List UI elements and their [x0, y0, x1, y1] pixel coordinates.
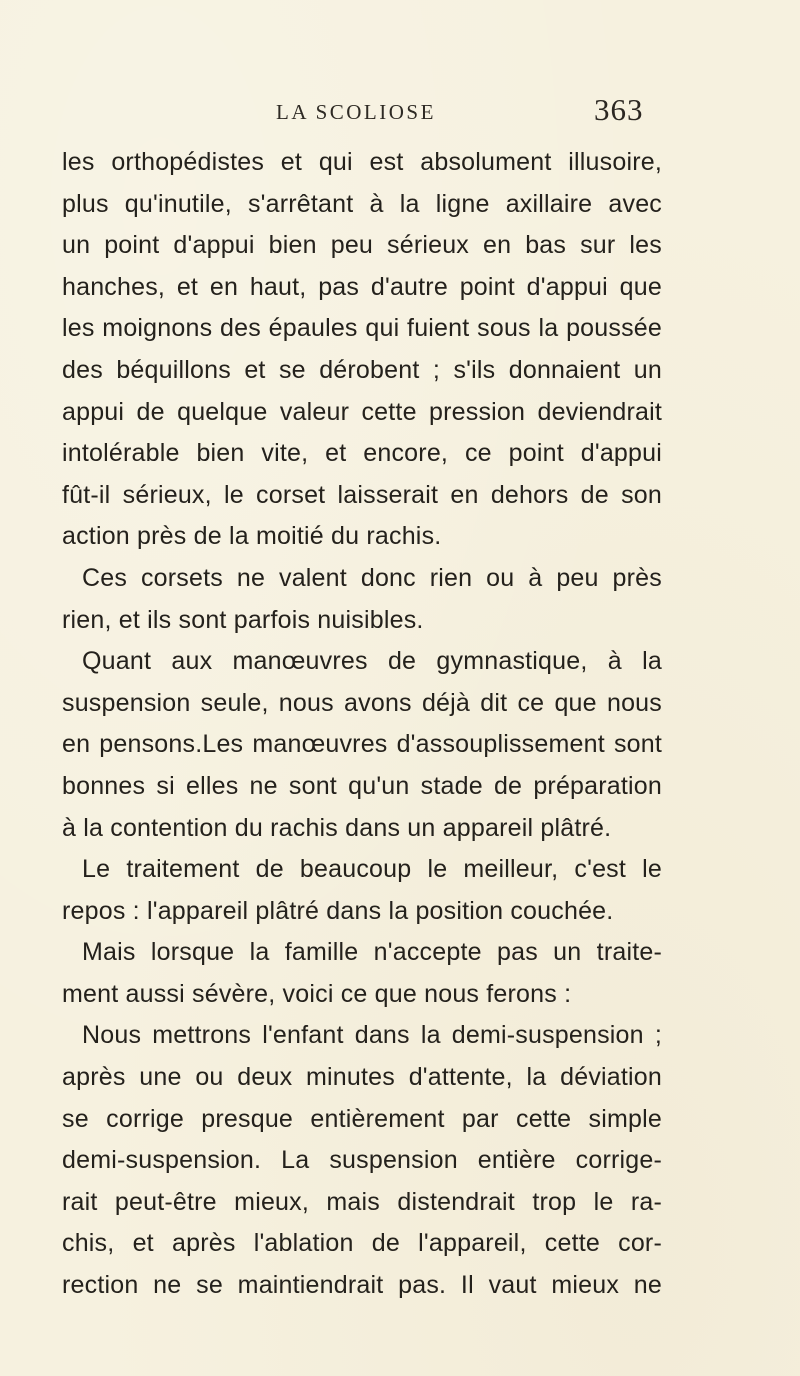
paragraph-last-line: action près de la moitié du rachis.: [62, 522, 442, 551]
text-line: rection ne se maintiendrait pas. Il vaut mieux ne: [62, 1271, 662, 1300]
text-line: un point d'appui bien peu sérieux en bas sur les: [62, 231, 662, 260]
text-line: suspension seule, nous avons déjà dit ce que nous: [62, 688, 662, 717]
running-title: LA SCOLIOSE: [276, 100, 436, 124]
text-line: des béquillons et se dérobent ; s'ils donnaient un: [62, 355, 662, 384]
text-line: rait peut-être mieux, mais distendrait trop le ra-: [62, 1187, 662, 1216]
text-line: se corrige presque entièrement par cette simple: [62, 1104, 662, 1133]
paragraph-last-line: à la contention du rachis dans un appareil plâtré.: [62, 813, 612, 842]
paragraph-first-line: Mais lorsque la famille n'accepte pas un traite-: [82, 938, 662, 967]
text-line: chis, et après l'ablation de l'appareil, cette cor-: [62, 1229, 662, 1258]
page-number: 363: [594, 92, 644, 127]
text-line: plus qu'inutile, s'arrêtant à la ligne axillaire avec: [62, 189, 662, 218]
paragraph-last-line: rien, et ils sont parfois nuisibles.: [62, 605, 424, 634]
paragraph-first-line: Ces corsets ne valent donc rien ou à peu près: [82, 563, 662, 592]
paragraph-first-line: Nous mettrons l'enfant dans la demi-suspension ;: [82, 1021, 662, 1050]
text-line: appui de quelque valeur cette pression deviendrait: [62, 397, 662, 426]
text-line: les moignons des épaules qui fuient sous la poussée: [62, 314, 662, 343]
paragraph-first-line: Quant aux manœuvres de gymnastique, à la: [82, 647, 662, 676]
text-line: les orthopédistes et qui est absolument illusoire,: [62, 148, 662, 176]
text-line: fût-il sérieux, le corset laisserait en dehors de son: [62, 480, 662, 509]
paragraph-last-line: ment aussi sévère, voici ce que nous ferons :: [62, 979, 572, 1008]
text-line: hanches, et en haut, pas d'autre point d'appui que: [62, 272, 662, 301]
text-line: bonnes si elles ne sont qu'un stade de préparation: [62, 771, 662, 800]
text-line: demi-suspension. La suspension entière corrige-: [62, 1146, 662, 1175]
paragraph-last-line: repos : l'appareil plâtré dans la position couchée.: [62, 896, 614, 925]
text-line: intolérable bien vite, et encore, ce point d'appui: [62, 439, 662, 468]
page-header: [0, 92, 800, 132]
text-line: en pensons.Les manœuvres d'assouplissement sont: [62, 730, 662, 759]
body-text: [62, 142, 662, 1307]
text-line: après une ou deux minutes d'attente, la déviation: [62, 1063, 662, 1092]
paragraph-first-line: Le traitement de beaucoup le meilleur, c'est le: [82, 855, 662, 884]
